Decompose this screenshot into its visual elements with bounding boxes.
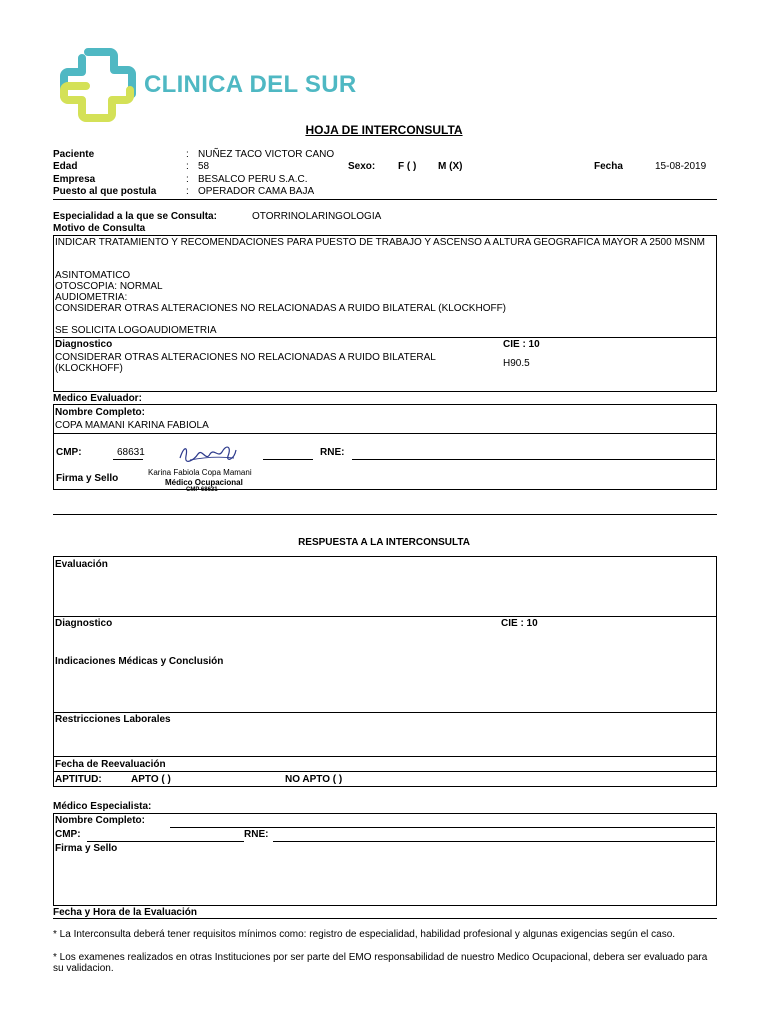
fecha-value: 15-08-2019	[655, 161, 707, 172]
firma-label: Firma y Sello	[56, 473, 119, 484]
especialidad-label: Especialidad a la que se Consulta:	[53, 211, 217, 222]
diagnostico-label: Diagnostico	[55, 339, 113, 350]
especialista-cmp-label: CMP:	[55, 829, 81, 840]
respuesta-cie-label: CIE : 10	[501, 618, 538, 629]
respuesta-title: RESPUESTA A LA INTERCONSULTA	[298, 537, 470, 548]
evaluador-nombre-value: COPA MAMANI KARINA FABIOLA	[55, 420, 209, 431]
evaluador-nombre-label: Nombre Completo:	[55, 407, 145, 418]
puesto-value: OPERADOR CAMA BAJA	[198, 186, 315, 197]
evaluador-section-label: Medico Evaluador:	[53, 393, 142, 404]
divider	[53, 771, 717, 772]
paciente-value: NUÑEZ TACO VICTOR CANO	[198, 149, 335, 160]
reevaluacion-label: Fecha de Reevaluación	[55, 759, 166, 770]
edad-value: 58	[198, 161, 210, 172]
restricciones-label: Restricciones Laborales	[55, 714, 171, 725]
nombre-underline	[170, 827, 715, 828]
empresa-value: BESALCO PERU S.A.C.	[198, 174, 308, 185]
puesto-label: Puesto al que postula	[53, 186, 157, 197]
signature-underline	[263, 459, 313, 460]
cie-value: H90.5	[503, 358, 530, 369]
cmp-label: CMP:	[56, 447, 82, 458]
diagnostico-value: CONSIDERAR OTRAS ALTERACIONES NO RELACIONADAS A RUIDO BILATERAL (KLOCKHOFF)	[55, 352, 436, 374]
apto-option[interactable]: APTO ( )	[131, 774, 171, 785]
indicaciones-label: Indicaciones Médicas y Conclusión	[55, 656, 224, 667]
cmp-value: 68631	[117, 447, 145, 458]
divider	[53, 199, 717, 200]
evaluador-box	[53, 404, 717, 490]
motivo-line3: OTOSCOPIA: NORMAL	[55, 281, 163, 292]
sexo-f: F ( )	[398, 161, 417, 172]
respuesta-diagnostico-label: Diagnostico	[55, 618, 113, 629]
especialista-firma-label: Firma y Sello	[55, 843, 118, 854]
evaluacion-label: Evaluación	[55, 559, 108, 570]
signature-image	[176, 440, 240, 468]
sexo-m: M (X)	[438, 161, 463, 172]
colon: :	[186, 161, 189, 172]
rne-underline	[352, 459, 715, 460]
motivo-line1: INDICAR TRATAMIENTO Y RECOMENDACIONES PARA PUESTO DE TRABAJO Y ASCENSO A ALTURA GEOGRAFICA MAYOR A 2500 MSNM	[55, 237, 705, 248]
firma-underline	[263, 489, 715, 490]
fecha-label: Fecha	[594, 161, 623, 172]
especialista-rne-label: RNE:	[244, 829, 269, 840]
aptitud-label: APTITUD:	[55, 774, 102, 785]
clinic-name: CLINICA DEL SUR	[144, 71, 357, 98]
motivo-line6: SE SOLICITA LOGOAUDIOMETRIA	[55, 325, 217, 336]
cmp-underline	[87, 841, 244, 842]
especialidad-value: OTORRINOLARINGOLOGIA	[252, 211, 382, 222]
divider	[53, 756, 717, 757]
divider	[53, 918, 717, 919]
respuesta-box	[53, 556, 717, 787]
colon: :	[186, 186, 189, 197]
rne-label: RNE:	[320, 447, 345, 458]
motivo-line5: CONSIDERAR OTRAS ALTERACIONES NO RELACIONADAS A RUIDO BILATERAL (KLOCKHOFF)	[55, 303, 507, 314]
motivo-line4: AUDIOMETRIA:	[55, 292, 128, 303]
stamp-name: Karina Fabiola Copa Mamani	[148, 468, 252, 477]
rne-underline	[273, 841, 715, 842]
cross-logo-icon	[60, 48, 138, 124]
no-apto-option[interactable]: NO APTO ( )	[285, 774, 343, 785]
colon: :	[186, 174, 189, 185]
colon: :	[186, 149, 189, 160]
motivo-line2: ASINTOMATICO	[55, 270, 131, 281]
divider	[53, 616, 717, 617]
paciente-label: Paciente	[53, 149, 95, 160]
note-1: * La Interconsulta deberá tener requisitos mínimos como: registro de especialidad, habilidad profesional y algunas exigencias según el caso.	[53, 929, 676, 940]
sexo-label: Sexo:	[348, 161, 376, 172]
stamp-cmp: CMP 68631	[186, 487, 218, 493]
stamp-title: Médico Ocupacional	[165, 478, 243, 487]
divider	[53, 433, 717, 434]
divider	[53, 712, 717, 713]
motivo-label: Motivo de Consulta	[53, 223, 146, 234]
clinic-logo	[60, 48, 390, 124]
divider	[53, 514, 717, 515]
empresa-label: Empresa	[53, 174, 96, 185]
especialista-nombre-label: Nombre Completo:	[55, 815, 145, 826]
edad-label: Edad	[53, 161, 78, 172]
note-2: * Los examenes realizados en otras Instituciones por ser parte del EMO responsabilidad de nuestro Medico Ocupacional, debera ser evaluado para su validacion.	[53, 952, 708, 974]
cie-label: CIE : 10	[503, 339, 540, 350]
especialista-section-label: Médico Especialista:	[53, 801, 152, 812]
page-title: HOJA DE INTERCONSULTA	[305, 123, 463, 137]
divider	[53, 337, 717, 338]
fecha-hora-label: Fecha y Hora de la Evaluación	[53, 907, 197, 918]
cmp-underline	[113, 459, 143, 460]
